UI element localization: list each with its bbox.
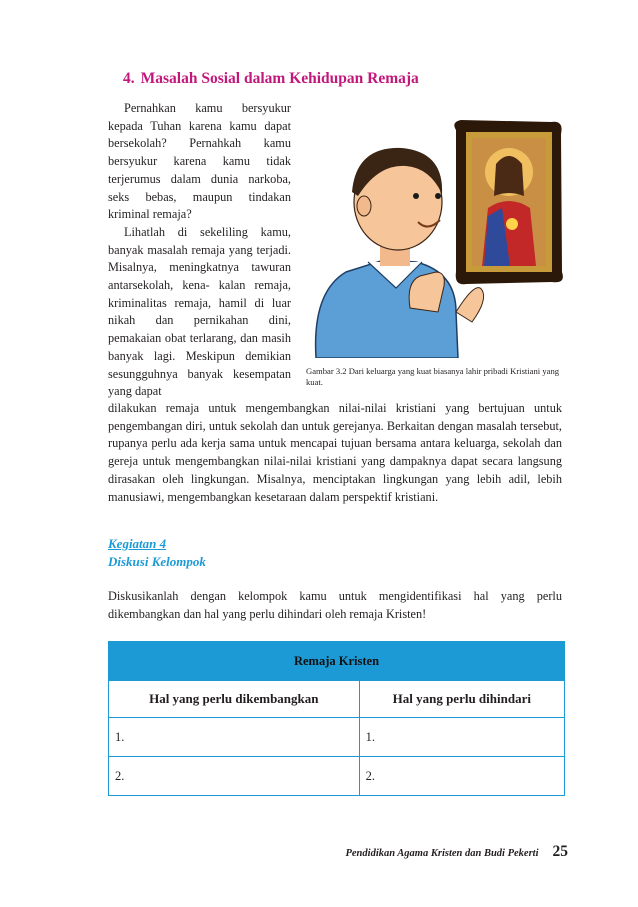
illustration-boy-with-jesus-picture	[306, 112, 568, 358]
activity-heading	[108, 535, 206, 571]
paragraph: Pernahkan kamu bersyukur kepada Tuhan karena kamu dapat bersekolah? Pernahkah kamu bersyukur karena kamu tidak terjerumus dalam dunia narkoba, seks bebas, maupun tindakan kriminal remaja?	[108, 101, 291, 222]
paragraph: dilakukan remaja untuk mengembangkan nilai-nilai kristiani yang bertujuan untuk pengembangan diri, untuk sekolah dan untuk gerejanya. Berkaitan dengan masalah tersebut, rupanya perlu ada kerja sama untuk mencapai tujuan bersama antara keluarga, sekolah dan gereja untuk mengembangkan nilai-nilai kristiani yang dampaknya dapat secara langsung dirasakan oleh lingkungan. Misalnya, menciptakan lingkungan yang lebih adil, lebih manusiawi, mengembangkan kesetaraan dalam perspektif kristiani.	[108, 401, 562, 504]
page-number: 25	[552, 843, 568, 860]
jesus-portrait-frame	[454, 120, 563, 284]
section-number: 4.	[123, 70, 135, 87]
section-heading	[123, 70, 419, 88]
paragraph: Diskusikanlah dengan kelompok kamu untuk mengidentifikasi hal yang perlu dikembangkan dan hal yang perlu dihindari oleh remaja Kristen!	[108, 589, 562, 621]
activity-subtitle: Diskusi Kelompok	[108, 554, 206, 569]
table-cell: 1.	[109, 718, 360, 757]
discussion-table	[108, 641, 565, 796]
figure-caption: Gambar 3.2 Dari keluarga yang kuat biasanya lahir pribadi Kristiani yang kuat.	[306, 366, 560, 387]
table-cell: 2.	[359, 757, 564, 796]
activity-title: Kegiatan 4	[108, 536, 167, 551]
paragraph: Lihatlah di sekeliling kamu, banyak masalah remaja yang terjadi. Misalnya, meningkatnya tawuran antarsekolah, kena- kalan remaja, kriminalitas remaja, hamil di luar nikah dan pernikahan dini, pemakaian obat terlarang, dan masih banyak lagi. Meskipun demikian sesungguhnya banyak kesempatan yang dapat	[108, 224, 291, 399]
column-header: Hal yang perlu dihindari	[359, 681, 564, 718]
table-title: Remaja Kristen	[109, 642, 565, 681]
table-cell: 1.	[359, 718, 564, 757]
book-title: Pendidikan Agama Kristen dan Budi Pekerti	[345, 848, 539, 859]
continuation-text	[108, 400, 562, 506]
table-row	[109, 718, 565, 757]
table-row	[109, 757, 565, 796]
table-cell: 2.	[109, 757, 360, 796]
column-header: Hal yang perlu dikembangkan	[109, 681, 360, 718]
section-title: Masalah Sosial dalam Kehidupan Remaja	[140, 70, 419, 87]
activity-instruction	[108, 588, 562, 623]
intro-column	[108, 100, 291, 401]
page-footer	[345, 843, 568, 861]
